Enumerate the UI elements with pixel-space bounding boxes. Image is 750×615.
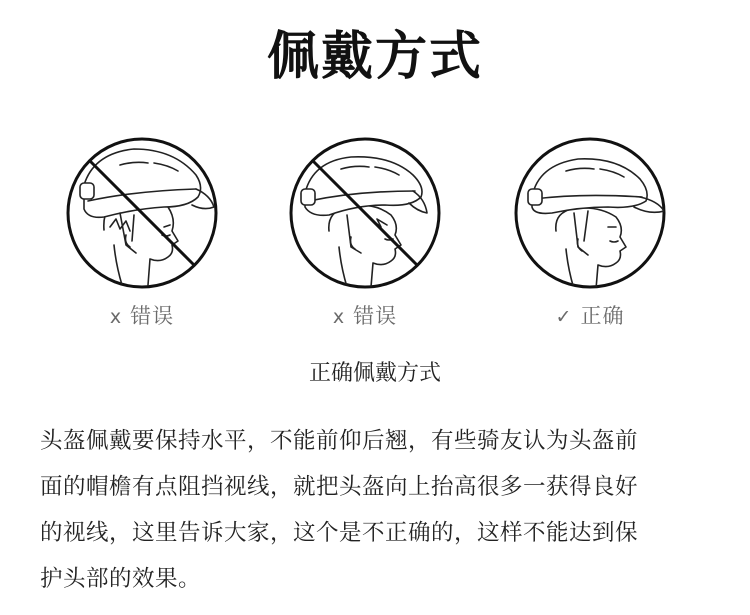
check-icon: ✓ [555, 306, 573, 328]
paragraph-line: 头盔佩戴要保持水平，不能前仰后翘，有些骑友认为头盔前 [40, 428, 639, 454]
wrong-caption-1 [64, 300, 220, 330]
helmet-level-illustration [512, 135, 668, 291]
correct-caption [512, 300, 668, 330]
caption-label: 正确 [580, 304, 625, 328]
page-title: 佩戴方式 [266, 27, 483, 87]
cross-icon: x [332, 306, 346, 328]
paragraph-line: 的视线，这里告诉大家，这个是不正确的，这样不能达到保 [40, 520, 639, 546]
wrong-wearing-figure-2 [287, 135, 443, 291]
wrong-caption-2 [287, 300, 443, 330]
paragraph-line: 护头部的效果。 [40, 566, 202, 592]
wrong-wearing-figure-1 [64, 135, 220, 291]
cross-icon: x [109, 306, 123, 328]
description-paragraph [40, 418, 712, 602]
caption-label: 错误 [353, 304, 398, 328]
helmet-tilted-back-illustration [64, 135, 220, 291]
caption-label: 错误 [130, 304, 175, 328]
paragraph-line: 面的帽檐有点阻挡视线，就把头盔向上抬高很多一获得良好 [40, 474, 639, 500]
section-subtitle: 正确佩戴方式 [308, 361, 441, 386]
correct-wearing-figure [512, 135, 668, 291]
helmet-tilted-forward-illustration [287, 135, 443, 291]
